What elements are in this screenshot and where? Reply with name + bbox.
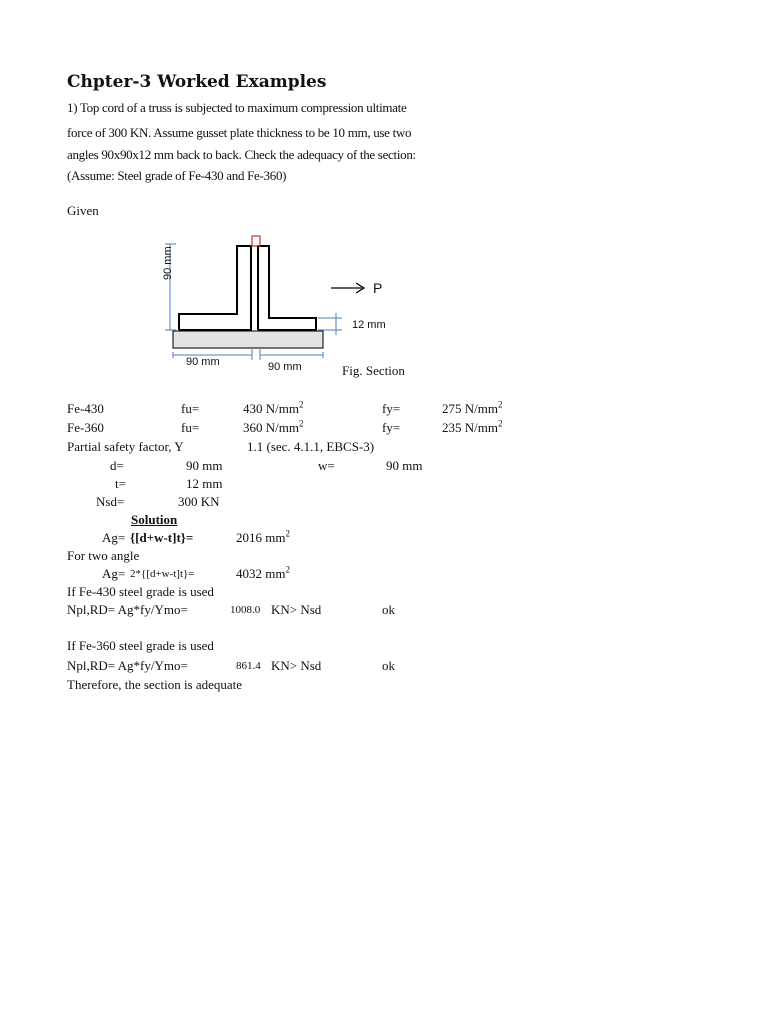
grade-name: Fe-360 — [67, 420, 104, 435]
problem-line-1: 1) Top cord of a truss is subjected to maximum compression ultimate — [67, 100, 407, 115]
problem-line-4: (Assume: Steel grade of Fe-430 and Fe-360) — [67, 168, 287, 183]
fu-label: fu= — [181, 401, 200, 416]
fy-label: fy= — [382, 420, 401, 435]
ag-value: 2016 $mm^2$ — [236, 528, 290, 545]
thickness-dim-label: 12 mm — [352, 319, 386, 331]
left-angle — [179, 246, 251, 330]
two-angle-label: For two angle — [67, 548, 140, 563]
section-figure — [0, 0, 768, 400]
height-dim-label: 90 mm — [162, 246, 174, 280]
figure-caption: Fig. Section — [342, 363, 405, 378]
nsd-label: Nsd= — [96, 494, 125, 509]
page-title: Chpter-3 Worked Examples — [67, 72, 327, 92]
case-360-result: ok — [382, 658, 395, 673]
fu-label: fu= — [181, 420, 200, 435]
t-label: t= — [115, 476, 126, 491]
d-value: 90 mm — [186, 458, 223, 473]
psf-value: 1.1 (sec. 4.1.1, EBCS-3) — [247, 439, 375, 454]
fu-value: 360 $N/mm^2$ — [243, 418, 304, 435]
right-width-dim-label: 90 mm — [268, 361, 302, 373]
case-360-formula: Npl,RD= Ag*fy/Ymo= — [67, 658, 188, 673]
ag-two-value: 4032 $mm^2$ — [236, 564, 290, 581]
w-label: w= — [318, 458, 335, 473]
case-430-formula: Npl,RD= Ag*fy/Ymo= — [67, 602, 188, 617]
ag-two-label: Ag= — [102, 566, 126, 581]
problem-line-3: angles 90x90x12 mm back to back. Check the adequacy of the section: — [67, 147, 416, 162]
conclusion: Therefore, the section is adequate — [67, 677, 243, 692]
fy-label: fy= — [382, 401, 401, 416]
fy-value: 275 $N/mm^2$ — [442, 399, 503, 416]
ag-label: Ag= — [102, 530, 126, 545]
problem-line-2: force of 300 KN. Assume gusset plate thickness to be 10 mm, use two — [67, 125, 412, 140]
ag-formula: {[d+w-t]t}= — [130, 530, 194, 545]
psf-label: Partial safety factor, Y — [67, 439, 184, 454]
nsd-value: 300 KN — [178, 494, 220, 509]
w-value: 90 mm — [386, 458, 423, 473]
case-430-value: 1008.0 — [230, 604, 261, 616]
gusset-plate — [173, 331, 323, 348]
case-430-heading: If Fe-430 steel grade is used — [67, 584, 214, 599]
left-width-dim-label: 90 mm — [186, 356, 220, 368]
gap-marker — [252, 236, 260, 246]
fy-value: 235 $N/mm^2$ — [442, 418, 503, 435]
solution-heading: Solution — [131, 512, 178, 527]
d-label: d= — [110, 458, 124, 473]
case-360-compare: KN> Nsd — [271, 658, 322, 673]
t-value: 12 mm — [186, 476, 223, 491]
fu-value: 430 $N/mm^2$ — [243, 399, 304, 416]
ag-two-formula: 2*{[d+w-t]t}= — [130, 568, 195, 580]
case-360-heading: If Fe-360 steel grade is used — [67, 638, 214, 653]
load-label: P — [373, 280, 383, 296]
case-430-compare: KN> Nsd — [271, 602, 322, 617]
grade-name: Fe-430 — [67, 401, 104, 416]
case-360-value: 861.4 — [236, 660, 261, 672]
case-430-result: ok — [382, 602, 395, 617]
right-angle — [258, 246, 316, 330]
given-label: Given — [67, 203, 99, 218]
